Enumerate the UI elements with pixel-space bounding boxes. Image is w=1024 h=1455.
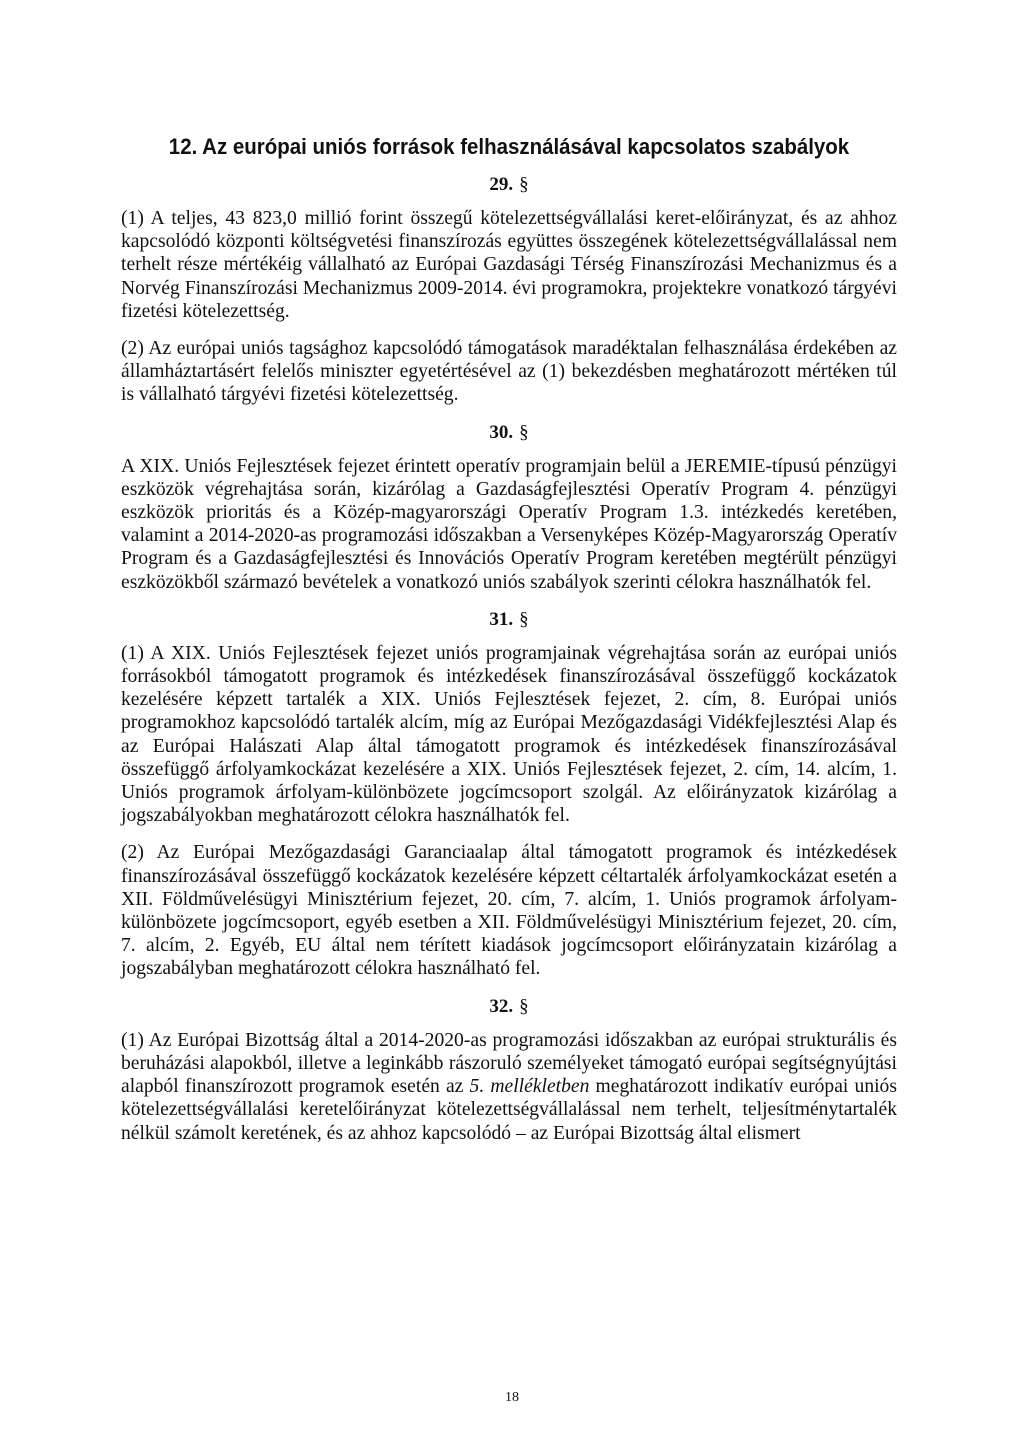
section-32-paragraph-1: (1) Az Európai Bizottság által a 2014-2020-as programozási időszakban az európai strukturális és beruházási alapokból, illetve a leginkább rászoruló személyeket támogató európai segítségnyújtási alapból finanszírozott programok esetén az 5. mellékletben meghatározott indikatív európai uniós kötelezettségvállalási keretelőirányzat kötelezettségvállalással nem terhelt, teljesítménytartalék nélkül számolt keretének, és az ahhoz kapcsolódó – az Európai Bizottság által elismert (121, 1029, 897, 1144)
section-31-paragraph-2: (2) Az Európai Mezőgazdasági Garanciaalap által támogatott programok és intézkedések finanszírozásával összefüggő kockázatok kezelésére képzett céltartalék árfolyamkockázat esetén a XII. Földművelésügyi Minisztérium fejezet, 20. cím, 7. alcím, 1. Uniós programok árfolyam-különbözete jogcímcsoport, egyéb esetben a XII. Földművelésügyi Minisztérium fejezet, 20. cím, 7. alcím, 2. Egyéb, EU által nem térített kiadások jogcímcsoport előirányzatain kizárólag a jogszabályban meghatározott célokra használható fel. (121, 842, 897, 980)
section-30-paragraph-1: A XIX. Uniós Fejlesztések fejezet érintett operatív programjain belül a JEREMIE-típusú pénzügyi eszközök végrehajtása során, kizárólag a Gazdaságfejlesztési Operatív Program 4. pénzügyi eszközök prioritás és a Közép-magyarországi Operatív Program 1.3. intézkedés keretében, valamint a 2014-2020-as programozási időszakban a Versenyképes Közép-Magyarország Operatív Program és a Gazdaságfejlesztési és Innovációs Operatív Program keretében megtérült pénzügyi eszközökből származó bevételek a vonatkozó uniós szabályok szerinti célokra használhatók fel. (121, 455, 897, 593)
paragraph-sign: § (519, 421, 529, 443)
section-29-paragraph-2: (2) Az európai uniós tagsághoz kapcsolódó támogatások maradéktalan felhasználása érdekében az államháztartásért felelős miniszter egyetértésével az (1) bekezdésben meghatározott mértéken túl is vállalható tárgyévi fizetési kötelezettség. (121, 338, 897, 406)
paragraph-sign: § (519, 995, 529, 1017)
page-number: 18 (505, 1390, 519, 1405)
section-number-30: 30. § (489, 421, 529, 443)
section-29-paragraph-1: (1) A teljes, 43 823,0 millió forint összegű kötelezettségvállalási keret-előirányzat, és az ahhoz kapcsolódó központi költségvetési finanszírozás együttes összegének kötelezettségvállalással nem terhelt része mértékéig vállalható az Európai Gazdasági Térség Finanszírozási Mechanizmus és a Norvég Finanszírozási Mechanizmus 2009-2014. évi programokra, projektekre vonatkozó tárgyévi fizetési kötelezettség. (121, 208, 897, 322)
section-number-29: 29. § (489, 174, 529, 195)
section-31-paragraph-1: (1) A XIX. Uniós Fejlesztések fejezet uniós programjainak végrehajtása során az európai uniós forrásokból támogatott programok és intézkedések finanszírozásával összefüggő kockázatok kezelésére képzett tartalék a XIX. Uniós Fejlesztések fejezet, 2. cím, 8. Európai uniós programokhoz kapcsolódó tartalék alcím, míg az Európai Mezőgazdasági Vidékfejlesztési Alap és az Európai Halászati Alap által támogatott programok és intézkedések finanszírozásával összefüggő árfolyamkockázat kezelésére a XIX. Uniós Fejlesztések fejezet, 2. cím, 14. alcím, 1. Uniós programok árfolyam-különbözete jogcímcsoport szolgál. Az előirányzatok kizárólag a jogszabályokban meghatározott célokra használhatók fel. (121, 642, 897, 827)
section-32 (121, 995, 897, 1145)
section-number-31: 31. § (489, 608, 529, 630)
section-number-32: 32. § (489, 995, 529, 1017)
paragraph-sign: § (519, 174, 529, 195)
annex-reference: 5. mellékletben (469, 1076, 590, 1098)
section-30 (121, 421, 897, 594)
chapter-title: 12. Az európai uniós források felhasználásával kapcsolatos szabályok (168, 134, 850, 159)
paragraph-sign: § (519, 608, 529, 630)
section-31 (121, 608, 897, 981)
document-page (121, 132, 897, 1145)
section-29 (121, 173, 897, 407)
